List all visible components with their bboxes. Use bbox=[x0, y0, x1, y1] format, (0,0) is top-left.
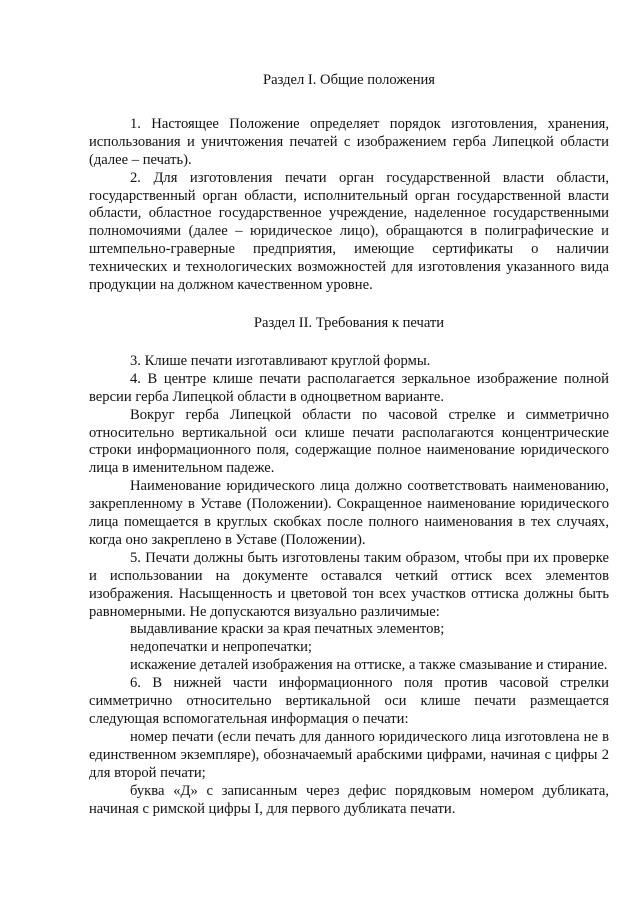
paragraph-4-cont-1: Вокруг герба Липецкой области по часовой стрелке и симметрично относительно вертикальной оси клише печати располагаются концентрические строки информационного поля, содержащие полное наименование юридического лица в именительном падеже. bbox=[89, 406, 609, 477]
list-item-2: недопечатки и непропечатки; bbox=[130, 639, 312, 656]
list-item-3: искажение деталей изображения на оттиске, а также смазывание и стирание. bbox=[130, 657, 608, 674]
document-page bbox=[89, 58, 609, 818]
paragraph-4: 4. В центре клише печати располагается зеркальное изображение полной версии герба Липецкой области в одноцветном варианте. bbox=[89, 370, 609, 405]
list-item-1: выдавливание краски за края печатных элементов; bbox=[130, 621, 445, 638]
paragraph-4-cont-2: Наименование юридического лица должно соответствовать наименованию, закрепленному в Уставе (Положении). Сокращенное наименование юридического лица помещается в круглых скобках после полного наименования в тех случаях, когда оно закреплено в Уставе (Положении). bbox=[89, 478, 609, 548]
list-item-4: номер печати (если печать для данного юридического лица изготовлена не в единственном экземпляре), обозначаемый арабскими цифрами, начиная с цифры 2 для второй печати; bbox=[89, 728, 609, 781]
section-2-title: Раздел II. Требования к печати bbox=[253, 314, 445, 331]
paragraph-3: 3. Клише печати изготавливают круглой формы. bbox=[130, 352, 431, 369]
paragraph-5: 5. Печати должны быть изготовлены таким образом, чтобы при их проверке и использовании на документе оставался четкий оттиск всех элементов изображения. Насыщенность и цветовой тон всех участков оттиска должны быть равномерными. Не допускаются визуально различимые: bbox=[89, 549, 609, 620]
paragraph-2: 2. Для изготовления печати орган государственной власти области, государственный орган области, исполнительный орган государственной власти области, областное государственное учреждение, наделенное государственными полномочиями (далее – юридическое лицо), обращаются в полиграфические и штемпельно-граверные предприятия, имеющие сертификаты о наличии технических и технологических возможностей для изготовления указанного вида продукции на должном качественном уровне. bbox=[89, 169, 609, 294]
paragraph-1: 1. Настоящее Положение определяет порядок изготовления, хранения, использования и уничтожения печатей с изображением герба Липецкой области (далее – печать). bbox=[89, 115, 609, 168]
section-1-title: Раздел I. Общие положения bbox=[262, 72, 436, 88]
list-item-5: буква «Д» с записанным через дефис порядковым номером дубликата, начиная с римской цифры I, для первого дубликата печати. bbox=[89, 782, 609, 817]
paragraph-6: 6. В нижней части информационного поля против часовой стрелки симметрично относительно вертикальной оси клише печати размещается следующая вспомогательная информация о печати: bbox=[89, 675, 609, 727]
